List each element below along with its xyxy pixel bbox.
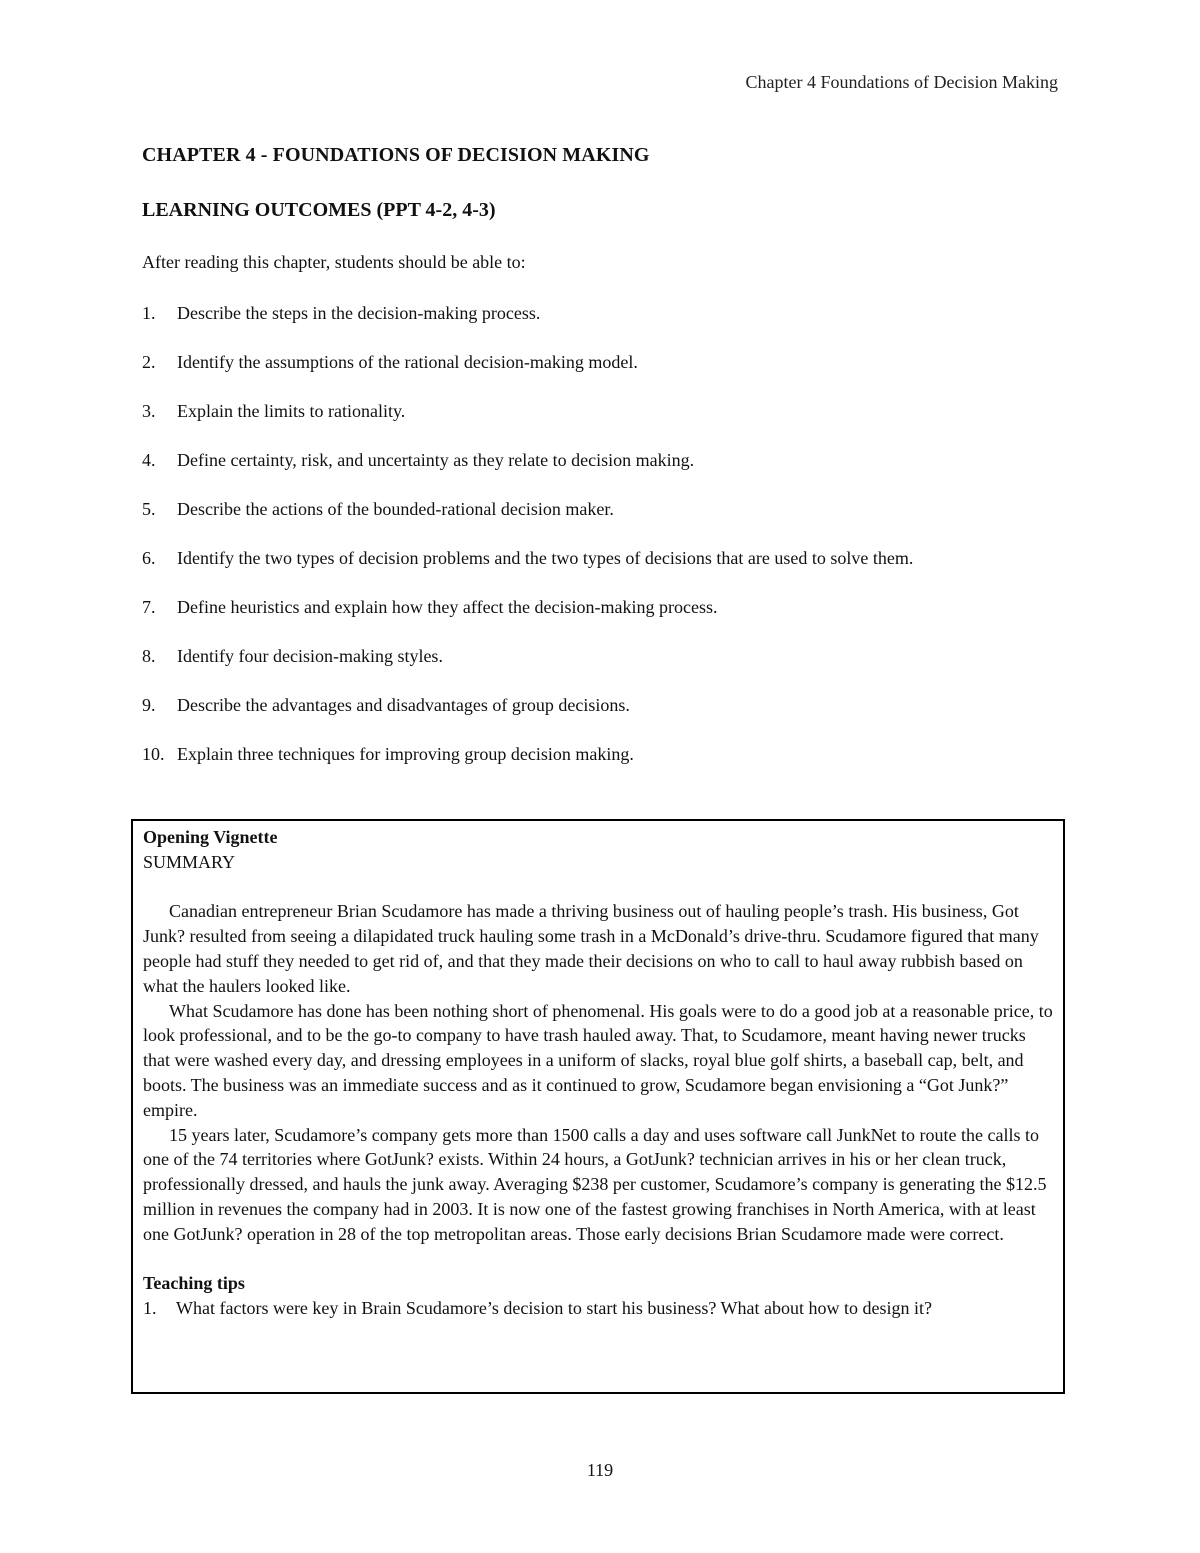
list-item [142, 644, 1042, 668]
list-item [142, 497, 1042, 521]
list-item-number: 5. [142, 499, 156, 519]
spacer [143, 875, 1053, 900]
chapter-title: CHAPTER 4 - FOUNDATIONS OF DECISION MAKING [142, 144, 650, 166]
list-item-number: 10. [142, 744, 165, 764]
list-item-text: Define heuristics and explain how they affect the decision-making process. [177, 597, 718, 617]
list-item [142, 742, 1042, 766]
list-item-number: 4. [142, 450, 156, 470]
teaching-tips-list [143, 1296, 1053, 1321]
list-item-number: 9. [142, 695, 156, 715]
list-item-text: Describe the steps in the decision-making process. [177, 303, 541, 323]
list-item-number: 2. [142, 352, 156, 372]
list-item-text: Identify four decision-making styles. [177, 646, 443, 666]
summary-paragraph: What Scudamore has done has been nothing short of phenomenal. His goals were to do a good job at a reasonable price, to look professional, and to be the go-to company to have trash hauled away. That, to Scudamore, meant having newer trucks that were washed every day, and dressing employees in a uniform of slacks, royal blue golf shirts, a baseball cap, belt, and boots. The business was an immediate success and as it continued to grow, Scudamore began envisioning a “Got Junk?” empire. [143, 1000, 1053, 1120]
learning-outcomes-intro: After reading this chapter, students should be able to: [142, 252, 526, 272]
list-item-number: 1. [142, 303, 156, 323]
list-item [143, 1296, 1053, 1321]
list-item [142, 350, 1042, 374]
running-header: Chapter 4 Foundations of Decision Making [745, 72, 1058, 92]
list-item [142, 399, 1042, 423]
list-item-number: 1. [143, 1298, 157, 1319]
list-item-number: 8. [142, 646, 156, 666]
list-item [142, 595, 1042, 619]
summary-paragraph: Canadian entrepreneur Brian Scudamore has made a thriving business out of hauling people’s trash. His business, Got Junk? resulted from seeing a dilapidated truck hauling some trash in a McDonald’s drive-thru. Scudamore figured that many people had stuff they needed to get rid of, and that they made their decisions on who to call to haul away rubbish based on what the haulers looked like. [143, 901, 1039, 996]
list-item-number: 7. [142, 597, 156, 617]
vignette-heading: Opening Vignette [143, 827, 278, 847]
list-item [142, 301, 1042, 325]
opening-vignette-box [131, 819, 1065, 1394]
list-item-number: 3. [142, 401, 156, 421]
summary-paragraph: 15 years later, Scudamore’s company gets more than 1500 calls a day and uses software call JunkNet to route the calls to one of the 74 territories where GotJunk? exists. Within 24 hours, a GotJunk? technician arrives in his or her clean truck, professionally dressed, and hauls the junk away. Averaging $238 per customer, Scudamore’s company is generating the $12.5 million in revenues the company had in 2003. It is now one of the fastest growing franchises in North America, with at least one GotJunk? operation in 28 of the top metropolitan areas. Those early decisions Brian Scudamore made were correct. [143, 1124, 1047, 1244]
list-item-text: Explain the limits to rationality. [177, 401, 406, 421]
spacer [143, 1247, 1053, 1272]
vignette-subheading: SUMMARY [143, 851, 236, 872]
page-number: 119 [586, 1460, 614, 1480]
list-item-text: Explain three techniques for improving group decision making. [177, 744, 634, 764]
list-item-text: Define certainty, risk, and uncertainty as they relate to decision making. [177, 450, 695, 470]
list-item [142, 693, 1042, 717]
list-item-number: 6. [142, 548, 156, 568]
list-item-text: What factors were key in Brain Scudamore’s decision to start his business? What about how to design it? [176, 1298, 932, 1319]
list-item [142, 546, 1042, 570]
list-item-text: Identify the assumptions of the rational decision-making model. [177, 352, 638, 372]
teaching-tips-heading: Teaching tips [143, 1273, 245, 1294]
list-item [142, 448, 1042, 472]
list-item-text: Describe the actions of the bounded-rational decision maker. [177, 499, 614, 519]
learning-outcomes-list [142, 301, 1042, 791]
list-item-text: Describe the advantages and disadvantages of group decisions. [177, 695, 630, 715]
list-item-text: Identify the two types of decision problems and the two types of decisions that are used to solve them. [177, 548, 914, 568]
learning-outcomes-heading: LEARNING OUTCOMES (PPT 4-2, 4-3) [142, 199, 496, 221]
